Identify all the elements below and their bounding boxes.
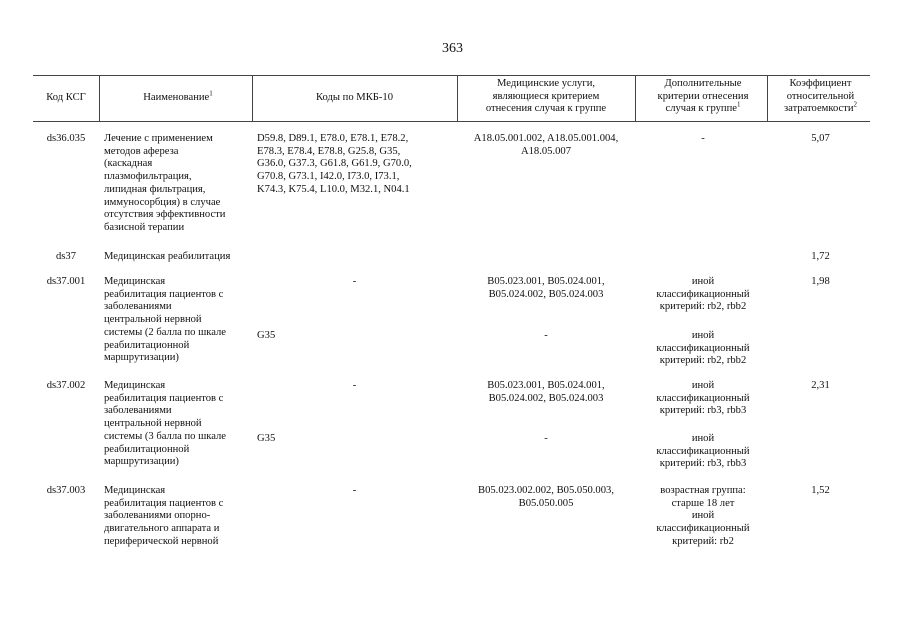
row-additional: - xyxy=(701,133,705,144)
row-coef: 1,52 xyxy=(811,485,830,496)
row-name: Медицинская реабилитация пациентов с заболеваниями опорно- двигательного аппарата и периферической нервной xyxy=(104,485,224,547)
row-additional: иной классификационный критерий: rb3, rbb3 xyxy=(656,433,750,470)
header-divider-1 xyxy=(99,75,100,121)
row-services: A18.05.001.002, A18.05.001.004, A18.05.007 xyxy=(473,133,619,157)
page-number: 363 xyxy=(442,41,463,56)
row-services: B05.023.001, B05.024.001, B05.024.002, B05.024.003 xyxy=(487,276,605,300)
header-coef: Коэффициент относительной затратоемкости$^2$ xyxy=(783,78,858,115)
row-services: B05.023.001, B05.024.001, B05.024.002, B05.024.003 xyxy=(487,380,605,404)
row-mkb: G35 xyxy=(257,433,276,444)
header-additional: Дополнительные критерии отнесения случая к группе$^1$ xyxy=(657,78,749,115)
row-coef: 2,31 xyxy=(811,380,830,391)
header-divider-5 xyxy=(767,75,768,121)
table-header-bottom-rule xyxy=(33,121,870,122)
row-code: ds37.001 xyxy=(46,276,86,287)
header-code: Код КСГ xyxy=(46,92,86,103)
row-name: Медицинская реабилитация пациентов с заболеваниями центральной нервной системы (2 балла по шкале реабилитационной маршрутизации) xyxy=(104,276,226,364)
row-coef: 5,07 xyxy=(811,133,830,144)
row-coef: 1,72 xyxy=(811,251,830,262)
row-services: - xyxy=(544,330,548,341)
row-mkb: D59.8, D89.1, E78.0, E78.1, E78.2, E78.3, E78.4, E78.8, G25.8, G35, G36.0, G37.3, G61.8, G61.9, G70.0, G70.8, G73.1, I42.0, I73.0, I73.1, K74.3, K75.4, L10.0, M32.1, N04.1 xyxy=(257,133,412,195)
row-mkb: G35 xyxy=(257,330,276,341)
row-mkb: - xyxy=(352,276,357,287)
row-services: B05.023.002.002, B05.050.003, B05.050.005 xyxy=(478,485,614,509)
row-additional: возрастная группа: старше 18 лет иной классификационный критерий: rb2 xyxy=(656,485,750,547)
row-name: Медицинская реабилитация пациентов с заболеваниями центральной нервной системы (3 балла по шкале реабилитационной маршрутизации) xyxy=(104,380,226,468)
row-code: ds37.002 xyxy=(46,380,86,391)
header-divider-4 xyxy=(635,75,636,121)
row-additional: иной классификационный критерий: rb2, rbb2 xyxy=(656,276,750,313)
table-header-top-rule xyxy=(33,75,870,76)
header-name: Наименование$^1$ xyxy=(143,89,213,103)
row-coef: 1,98 xyxy=(811,276,830,287)
row-code: ds37.003 xyxy=(46,485,86,496)
row-additional: иной классификационный критерий: rb2, rbb2 xyxy=(656,330,750,367)
row-services: - xyxy=(544,433,548,444)
row-code: ds37 xyxy=(55,251,76,262)
row-mkb: - xyxy=(352,380,357,391)
row-code: ds36.035 xyxy=(46,133,86,144)
header-mkb: Коды по МКБ-10 xyxy=(316,92,393,103)
row-name: Лечение с применением методов афереза (каскадная плазмофильтрация, липидная фильтрация, иммуносорбция) в случае отсутствия эффективности базисной терапии xyxy=(104,133,226,233)
row-name: Медицинская реабилитация xyxy=(104,251,231,262)
row-additional: иной классификационный критерий: rb3, rbb3 xyxy=(656,380,750,417)
row-mkb: - xyxy=(352,485,357,496)
header-services: Медицинские услуги, являющиеся критерием отнесения случая к группе xyxy=(485,78,607,115)
